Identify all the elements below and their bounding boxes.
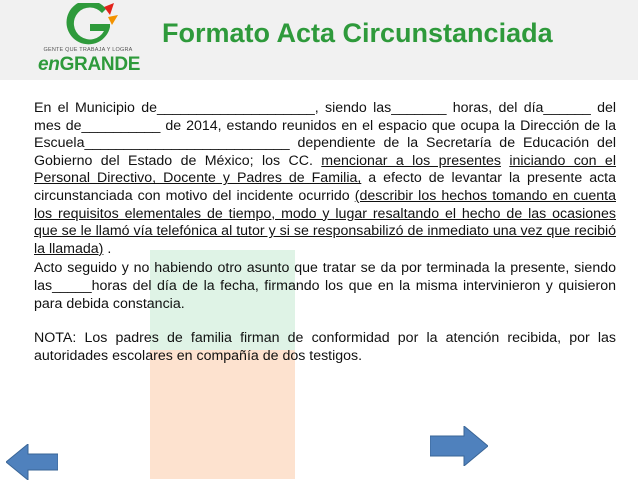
placeholder-describe-facts: (describir los hechos tomando en cuenta los requisitos elementales de tiempo, modo y lugar resaltando el hecho de las ocasiones que se le llamó vía telefónica al tutor y si se responsabilizó de inmediato una vez que recibió la llamada) xyxy=(34,187,616,257)
paragraph-note: NOTA: Los padres de familia firman de conformidad por la atención recibida, por las autoridades escolares en compañía de dos testigos. xyxy=(34,330,616,364)
decorative-panel-orange xyxy=(150,350,295,479)
logo-tagline: GENTE QUE TRABAJA Y LOGRA xyxy=(43,47,133,53)
logo-word-en: en xyxy=(38,54,60,75)
paragraph-intro-text-2: a efecto de levantar la presente acta circunstanciada con motivo del incidente ocurrido xyxy=(34,170,617,204)
placeholder-mention-present: mencionar a los presentes xyxy=(321,152,501,169)
arrow-right-icon[interactable] xyxy=(430,426,488,466)
paragraph-intro-text-1: En el Municipio de____________________, siendo las_______ horas, del día______ del mes de__________ de 2014, estando reunidos en el espacio que ocupa la Dirección de la Escuela__________________________ dependiente de la Secretaría de Educación del Gobierno del Estado de México; los CC. xyxy=(34,100,616,169)
header-bar xyxy=(0,0,638,80)
logo-g-icon xyxy=(58,3,118,45)
paragraph-intro-end: . xyxy=(107,240,112,257)
document-body xyxy=(34,100,616,367)
logo-wordmark xyxy=(38,54,141,76)
placeholder-staff: iniciando con el Personal Directivo, Docente y Padres de Familia, xyxy=(34,152,616,187)
logo-word-grande: GRANDE xyxy=(59,54,141,75)
arrow-left-icon[interactable] xyxy=(6,444,58,480)
paragraph-intro xyxy=(34,100,616,258)
logo xyxy=(38,3,141,78)
page-title: Formato Acta Circunstanciada xyxy=(162,18,553,48)
paragraph-closing: Acto seguido y no habiendo otro asunto que tratar se da por terminada la presente, siendo las_____horas del día de la fecha, firmando los que en la misma intervinieron y quisieron para debida constancia. xyxy=(34,260,616,312)
